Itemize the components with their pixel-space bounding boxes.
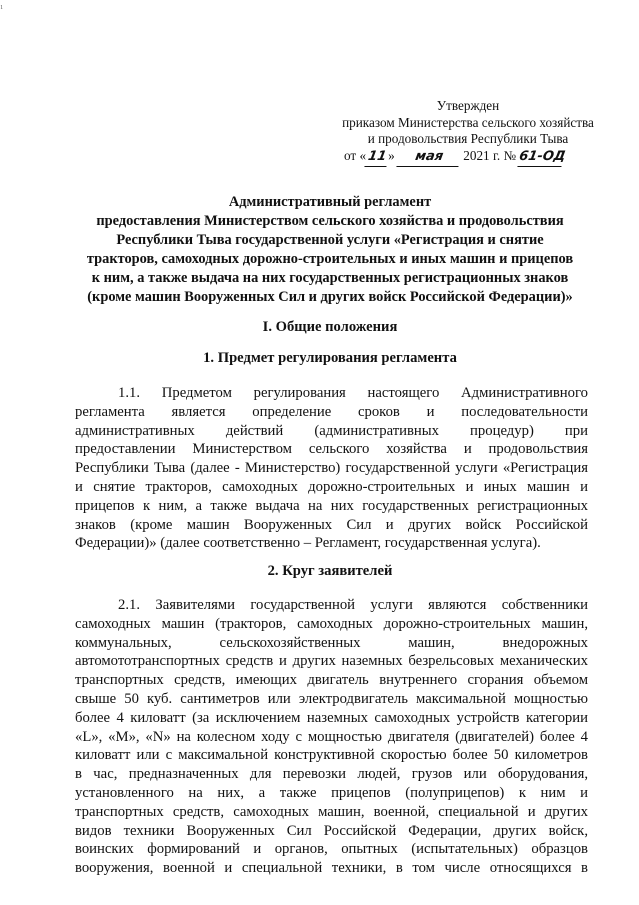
paragraph-line: знаков (кроме машин Вооруженных Сил и других войск Российской <box>75 516 588 533</box>
paragraph-line: более 4 киловатт (за исключением наземных самоходных устройств категории <box>75 709 588 726</box>
approval-line: приказом Министерства сельского хозяйства <box>342 114 594 130</box>
date-prefix: от « <box>344 147 367 163</box>
title-line: к ним, а также выдача на них государственных регистрационных знаков <box>91 270 569 286</box>
approval-stamp <box>318 98 618 166</box>
corner-mark: ₁ <box>0 0 4 10</box>
title-line: тракторов, самоходных дорожно-строительных и иных машин и прицепов <box>86 251 574 267</box>
paragraph-line: воинских формирований и органов, опытных (испытательных) образцов <box>75 841 588 858</box>
handwritten-order-number: 61-ОД <box>518 149 565 167</box>
paragraph-line: регламента является определение сроков и последовательности <box>75 403 588 420</box>
approval-line: и продовольствия Республики Тыва <box>367 131 569 146</box>
paragraph-line: транспортных средств, самоходных машин, военной, специальной и других <box>75 803 588 820</box>
paragraph-line: коммунальных, сельскохозяйственных машин, внедорожных <box>75 634 588 651</box>
handwritten-month: мая <box>396 149 461 167</box>
subsection-heading: 1. Предмет регулирования регламента <box>203 350 457 366</box>
approval-line: Утвержден <box>436 98 500 113</box>
date-mid: » <box>388 147 395 163</box>
paragraph-line: видов техники Вооруженных Сил Российской Федерации, других войск, <box>75 822 588 839</box>
title-line: (кроме машин Вооруженных Сил и других войск Российской Федерации)» <box>87 289 573 305</box>
paragraph-line: установленного на них, а также прицепов (полуприцепов) к ним и <box>75 784 588 801</box>
paragraph-line: Республики Тыва (далее - Министерство) государственной услуги «Регистрация <box>75 460 588 477</box>
title-line: Республики Тыва государственной услуги «Регистрация и снятие <box>116 232 544 248</box>
paragraph-line: 2.1. Заявителями государственной услуги являются собственники <box>118 597 588 613</box>
paragraph-line: автомототранспортных средств и других наземных безрельсовых механических <box>75 653 588 670</box>
paragraph-line: 1.1. Предметом регулирования настоящего Административного <box>118 385 588 401</box>
paragraph-line: транспортных средств, имеющих двигатель внутреннего сгорания объемом <box>75 672 588 689</box>
document-title <box>60 193 600 307</box>
paragraph-line: в час, предназначенных для перевозки людей, грузов или оборудования, <box>75 766 588 783</box>
paragraph-line: киловатт или с максимальной конструктивной скоростью более 50 километров <box>75 747 588 764</box>
paragraph-line: Федерации)» (далее соответственно – Регламент, государственная услуга). <box>75 535 541 552</box>
paragraph-line: административных действий (административных процедур) при <box>75 422 588 439</box>
paragraph-line: прицепов к ним, а также выдача на них государственных регистрационных <box>75 497 588 514</box>
paragraph-line: самоходных машин (тракторов, самоходных дорожно-строительных машин, <box>75 615 588 632</box>
paragraph-1-1 <box>75 384 588 553</box>
paragraph-line: вооружения, военной и специальной техники, в том числе относящихся в <box>75 860 588 877</box>
section-heading: I. Общие положения <box>262 319 398 335</box>
paragraph-line: свыше 50 куб. сантиметров или электродвигатель максимальной мощностью <box>75 690 588 707</box>
paragraph-line: и снятие тракторов, самоходных дорожно-строительных и иных машин и <box>75 478 588 495</box>
title-line: Административный регламент <box>228 194 432 210</box>
approval-date-line <box>318 148 618 167</box>
subsection-heading: 2. Круг заявителей <box>267 563 393 579</box>
paragraph-2-1 <box>75 596 588 878</box>
title-line: предоставления Министерством сельского хозяйства и продовольствия <box>96 213 564 229</box>
paragraph-line: предоставлении Министерством сельского хозяйства и продовольствия <box>75 441 588 458</box>
paragraph-line: «L», «M», «N» на колесном ходу с мощностью двигателя (двигателей) более 4 <box>75 728 588 745</box>
handwritten-day: 11 <box>365 149 390 167</box>
date-year: 2021 г. № <box>463 147 517 163</box>
